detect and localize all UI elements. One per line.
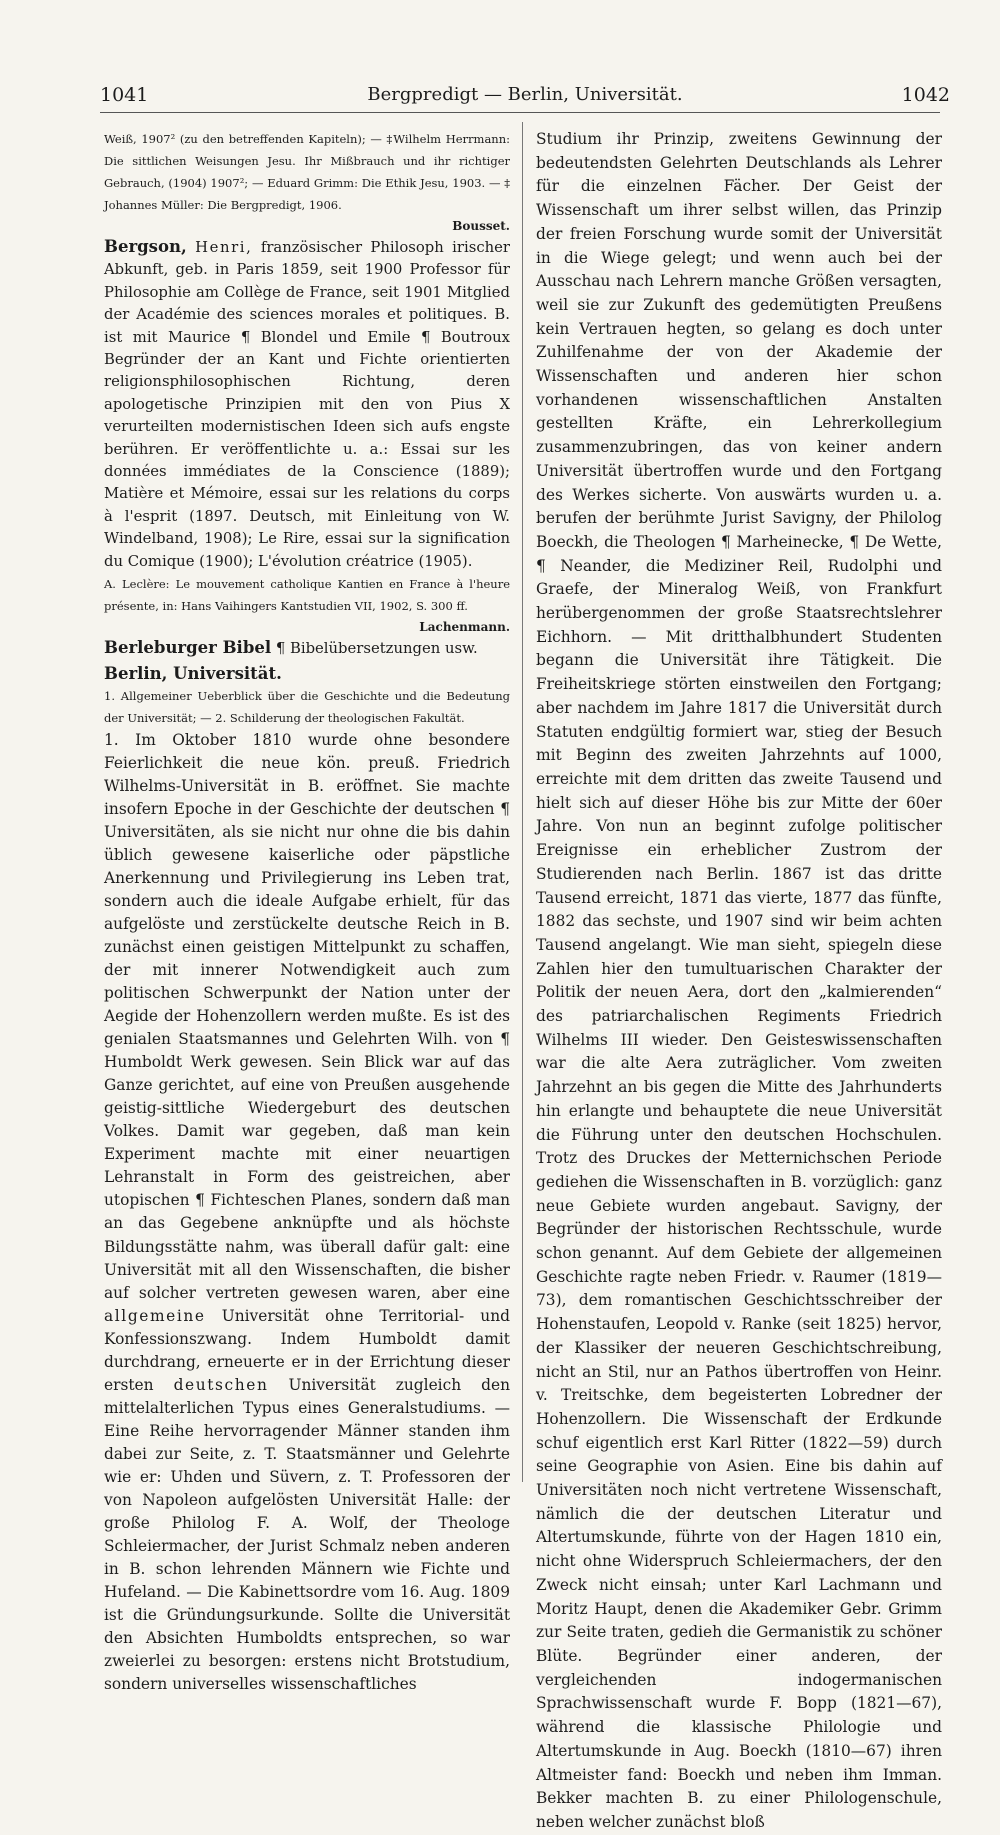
- author-signature-lachenmann: Lachenmann.: [419, 620, 510, 635]
- berlin-text-part-a: 1. Im Oktober 1810 wurde ohne besondere Feierlichkeit die neue kön. preuß. Friedrich Wilhelms-Universität in B. eröffnet. Sie machte insofern Epoche in der Geschichte der deutschen ¶ Universitäten, als sie nicht nur ohne die bis dahin üblich gewesene kaiserliche oder päpstliche Anerkennung und Privilegierung ins Leben trat, sondern auch die ideale Aufgabe erhielt, für das aufgelöste und zerstückelte deutsche Reich in B. zunächst einen geistigen Mittelpunkt zu schaffen, der mit innerer Notwendigkeit auch zum politischen Schwerpunkt der Nation unter der Aegide der Hohenzollern werden mußte. Es ist des genialen Staatsmannes und Gelehrten Wilh. von ¶ Humboldt Werk gewesen. Sein Blick war auf das Ganze gerichtet, auf eine von Preußen ausgehende geistig-sittliche Wiedergeburt des deutschen Volkes. Damit war gegeben, daß man kein Experiment machte mit einer neuartigen Lehranstalt in Form des geistreichen, aber utopischen ¶ Fichteschen Planes, sondern daß man an das Gegebene anknüpfte und als höchste Bildungsstätte nahm, was überall dafür galt: eine Universität mit all den Wissenschaften, die bisher auf solcher vertreten gewesen waren, aber eine: [104, 730, 510, 1302]
- berlin-text-continued: Studium ihr Prinzip, zweitens Gewinnung der bedeutendsten Gelehrten Deutschlands als Lehrer für die einzelnen Fächer. Der Geist der Wissenschaft um ihrer selbst willen, das Prinzip der freien Forschung wurde somit der Universität in die Wiege gelegt; und wenn auch bei der Ausschau nach Lehrern manche Größen versagten, weil sie zur Zukunft des gedemütigten Preußens kein Vertrauen hegten, so gelang es doch unter Zuhilfenahme der von der Akademie der Wissenschaften und anderen hier schon vorhandenen wissenschaftlichen Anstalten gestellten Kräfte, ein Lehrerkollegium zusammenzubringen, das von keiner andern Universität übertroffen wurde und den Fortgang des Werkes sicherte. Von auswärts wurden u. a. berufen der berühmte Jurist Savigny, der Philolog Boeckh, die Theologen ¶ Marheinecke, ¶ De Wette, ¶ Neander, die Mediziner Reil, Rudolphi und Graefe, der Mineralog Weiß, von Frankfurt herübergenommen der große Staatsrechtslehrer Eichhorn. — Mit dritthalbhundert Studenten begann die Universität ihre Tätigkeit. Die Freiheitskriege störten einstweilen den Fortgang; aber nachdem im Jahre 1817 die Universität durch Statuten endgültig formiert war, stieg der Besuch mit Beginn des zweiten Jahrzehnts auf 1000, erreichte mit dem dritten das zweite Tausend und hielt sich auf dieser Höhe bis zur Mitte der 60er Jahre. Von nun an beginnt zufolge politischer Ereignisse ein erheblicher Zustrom der Studierenden nach Berlin. 1867 ist das dritte Tausend erreicht, 1871 das vierte, 1877 das fünfte, 1882 das sechste, und 1907 sind wir beim achten Tausend angelangt. Wie man sieht, spiegeln diese Zahlen hier den tumultuarischen Charakter der Politik der neuen Aera, dort den „kalmierenden“ des patriarchalischen Regiments Friedrich Wilhelms III wieder. Den Geisteswissenschaften war die alte Aera zuträglicher. Vom zweiten Jahrzehnt an bis gegen die Mitte des Jahrhunderts hin erlangte und behauptete die neue Universität die Führung unter den deutschen Hochschulen. Trotz des Druckes der Metternichschen Periode gediehen die Wissenschaften in B. vorzüglich: ganz neue Gebiete wurden angebaut. Savigny, der Begründer der historischen Rechtsschule, wurde schon genannt. Auf dem Gebiete der allgemeinen Geschichte ragte neben Friedr. v. Raumer (1819—73), dem romantischen Geschichtsschreiber der Hohenstaufen, Leopold v. Ranke (seit 1825) hervor, der Klassiker der neueren Geschichtschreibung, nicht an Stil, nur an Pathos übertroffen von Heinr. v. Treitschke, dem begeisterten Lobredner der Hohenzollern. Die Wissenschaft der Erdkunde schuf eigentlich erst Karl Ritter (1822—59) durch seine Geographie von Asien. Eine bis dahin auf Universitäten noch nicht vertretene Wissenschaft, nämlich die der deutschen Literatur und Altertumskunde, führte von der Hagen 1810 ein, nicht ohne Widerspruch Schleiermachers, der den Zweck nicht einsah; unter Karl Lachmann und Moritz Haupt, denen die Akademiker Gebr. Grimm zur Seite traten, gedieh die Germanistik zu schöner Blüte. Begründer einer anderen, der vergleichenden indogermanischen Sprachwissenschaft wurde F. Bopp (1821—67), während die klassische Philologie und Altertumskunde in Aug. Boeckh (1810—67) ihren Altmeister fand: Boeckh und neben ihm Imman. Bekker machten B. zu einer Philologenschule, neben welcher zunächst bloß: [536, 130, 942, 1831]
- berlin-text-part-c: Universität zugleich den mittelalterlichen Typus eines Generalstudiums. — Eine Reihe hervorragender Männer standen ihm dabei zur Seite, z. T. Staatsmänner und Gelehrte wie er: Uhden und Süvern, z. T. Professoren der von Napoleon aufgelösten Universität Halle: der große Philolog F. A. Wolf, der Theologe Schleiermacher, der Jurist Schmalz neben anderen in B. schon lehrenden Männern wie Fichte und Hufeland. — Die Kabinettsordre vom 16. Aug. 1809 ist die Gründungsurkunde. Sollte die Universität den Absichten Humboldts entsprechen, so war zweierlei zu besorgen: erstens nicht Brotstudium, sondern universelles wissenschaftliches: [104, 1375, 510, 1694]
- bergson-forename: Henri,: [195, 239, 253, 256]
- berleburger-crossref: ¶ Bibelübersetzungen usw.: [275, 640, 478, 658]
- headword-berleburger-bibel: Berleburger Bibel: [104, 638, 272, 658]
- left-column: [104, 128, 510, 1696]
- berlin-contents: 1. Allgemeiner Ueberblick über die Geschichte und die Bedeutung der Universität; — 2. Schilderung der theologischen Fakultät.: [104, 688, 510, 725]
- berlin-section-1-text: [104, 729, 510, 1697]
- spaced-word-deutschen: deutschen: [173, 1375, 269, 1394]
- author-signature-bousset: Bousset.: [452, 219, 510, 233]
- berlin-text-part-b: Universität ohne Territorial- und Konfessionszwang. Indem Humboldt damit durchdrang, erneuerte er in der Errichtung dieser ersten: [104, 1306, 510, 1394]
- literature-bergpredigt: Weiß, 1907² (zu den betreffenden Kapiteln); — ‡Wilhelm Herrmann: Die sittlichen Weisungen Jesu. Ihr Mißbrauch und ihr richtiger Gebrauch, (1904) 1907²; — Eduard Grimm: Die Ethik Jesu, 1903. — ‡ Johannes Müller: Die Bergpredigt, 1906.: [104, 132, 510, 212]
- headword-berlin-universitaet: Berlin, Universität.: [104, 663, 282, 683]
- right-column: [536, 128, 942, 1835]
- entry-berlin-heading: [104, 663, 510, 685]
- headword-bergson: Bergson,: [104, 237, 187, 256]
- entry-bergson: [104, 236, 510, 573]
- bergson-text: französischer Philosoph irischer Abkunft, geb. in Paris 1859, seit 1900 Professor für Philosophie am Collège de France, seit 1901 Mitglied der Académie des sciences morales et politiques. B. ist mit Maurice ¶ Blondel und Emile ¶ Boutroux Begründer der an Kant und Fichte orientierten religionsphilosophischen Richtung, deren apologetische Prinzipien mit den von Pius X verurteilten modernistischen Ideen sich aufs engste berühren. Er veröffentlichte u. a.: Essai sur les données immédiates de la Conscience (1889); Matière et Mémoire, essai sur les relations du corps à l'esprit (1897. Deutsch, mit Einleitung von W. Windelband, 1908); Le Rire, essai sur la signification du Comique (1900); L'évolution créatrice (1905).: [104, 239, 510, 570]
- running-head: Bergpredigt — Berlin, Universität.: [367, 84, 683, 105]
- column-divider: [522, 122, 523, 1482]
- page-number-left: 1041: [100, 84, 149, 106]
- entry-berleburger-bibel: [104, 637, 510, 660]
- header-rule: [100, 112, 940, 113]
- spaced-word-allgemeine: allgemeine: [104, 1306, 206, 1325]
- page-number-right: 1042: [901, 84, 950, 106]
- literature-bergson: A. Leclère: Le mouvement catholique Kantien en France à l'heure présente, in: Hans Vaihingers Kantstudien VII, 1902, S. 300 ff.: [104, 577, 510, 614]
